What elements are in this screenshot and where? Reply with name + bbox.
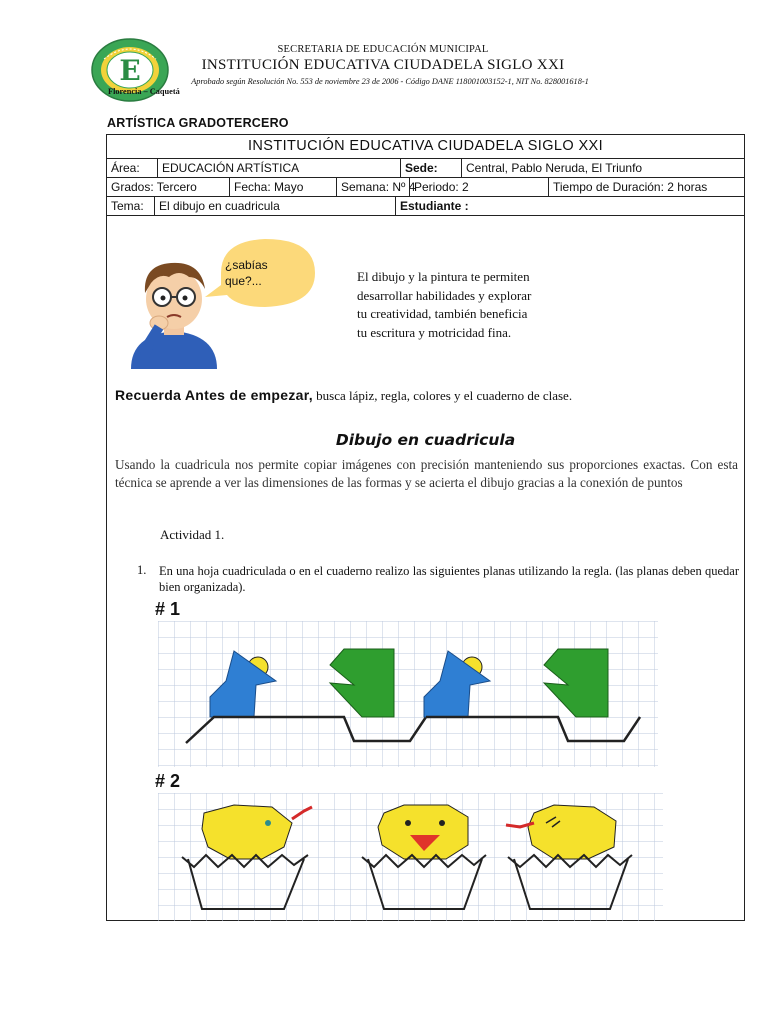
area-value: EDUCACIÓN ARTÍSTICA xyxy=(157,159,400,177)
explanation-paragraph: Usando la cuadricula nos permite copiar imágenes con precisión manteniendo sus proporciones exactas. Con esta técnica se aprende a ver las dimensiones de las formas y se acierta el dibujo gracias a la conexión de puntos xyxy=(115,457,738,490)
yellow-chick xyxy=(378,805,468,859)
bubble-line-1: ¿sabías xyxy=(225,258,268,272)
subsection-title: Dibujo en cuadricula xyxy=(335,431,516,449)
tiempo-cell: Tiempo de Duración: 2 horas xyxy=(548,178,744,196)
table-row-area xyxy=(107,159,744,178)
fecha-cell: Fecha: Mayo xyxy=(229,178,336,196)
sede-value: Central, Pablo Neruda, El Triunfo xyxy=(461,159,744,177)
resolution-text: Aprobado según Resolución No. 553 de noviembre 23 de 2006 - Código DANE 118001003152-1, NIT No. 828001618-1 xyxy=(191,77,589,86)
recuerda-bold: Recuerda Antes de empezar, xyxy=(115,387,313,403)
item-number: 1. xyxy=(137,563,147,577)
table-row-tema xyxy=(107,197,744,216)
grid-pattern-2 xyxy=(158,793,663,921)
table-row-grados xyxy=(107,178,744,197)
logo-letter: E xyxy=(119,54,141,87)
sede-label: Sede: xyxy=(400,159,461,177)
tema-value: El dibujo en cuadricula xyxy=(154,197,395,215)
periodo-cell: Periodo: 2 xyxy=(409,178,548,196)
tema-label: Tema: xyxy=(111,199,144,213)
grid-pattern-1 xyxy=(158,621,658,767)
recuerda-text xyxy=(115,387,572,404)
yellow-chick xyxy=(528,805,616,859)
bubble-text xyxy=(225,257,295,289)
figure-label-2: # 2 xyxy=(155,771,181,791)
institution-name: INSTITUCIÓN EDUCATIVA CIUDADELA SIGLO XXI xyxy=(201,57,565,73)
grados-cell: Grados: Tercero xyxy=(111,180,197,194)
semana-cell: Semana: Nº 4 xyxy=(336,178,409,196)
figure-label-1: # 1 xyxy=(155,599,181,619)
estudiante-field[interactable]: Estudiante : xyxy=(395,197,744,215)
area-label: Área: xyxy=(111,161,140,175)
section-title: ARTÍSTICA GRADOTERCERO xyxy=(107,116,289,130)
intro-text: El dibujo y la pintura te permiten desarrollar habilidades y explorar tu creatividad, también beneficia tu escritura y motricidad fina. xyxy=(357,269,532,340)
city-text: Florencia – Caquetá xyxy=(108,87,180,96)
table-title: INSTITUCIÓN EDUCATIVA CIUDADELA SIGLO XXI xyxy=(107,135,744,159)
worksheet-frame xyxy=(106,134,745,921)
secretaria-title: SECRETARIA DE EDUCACIÓN MUNICIPAL xyxy=(277,44,489,55)
bubble-line-2: que?... xyxy=(225,274,262,288)
recuerda-rest: busca lápiz, regla, colores y el cuaderno de clase. xyxy=(312,388,573,403)
activity-title: Actividad 1. xyxy=(160,527,225,542)
item-text: En una hoja cuadriculada o en el cuaderno realizo las siguientes planas utilizando la regla. (las planas deben quedar bien organizada). xyxy=(159,564,739,594)
